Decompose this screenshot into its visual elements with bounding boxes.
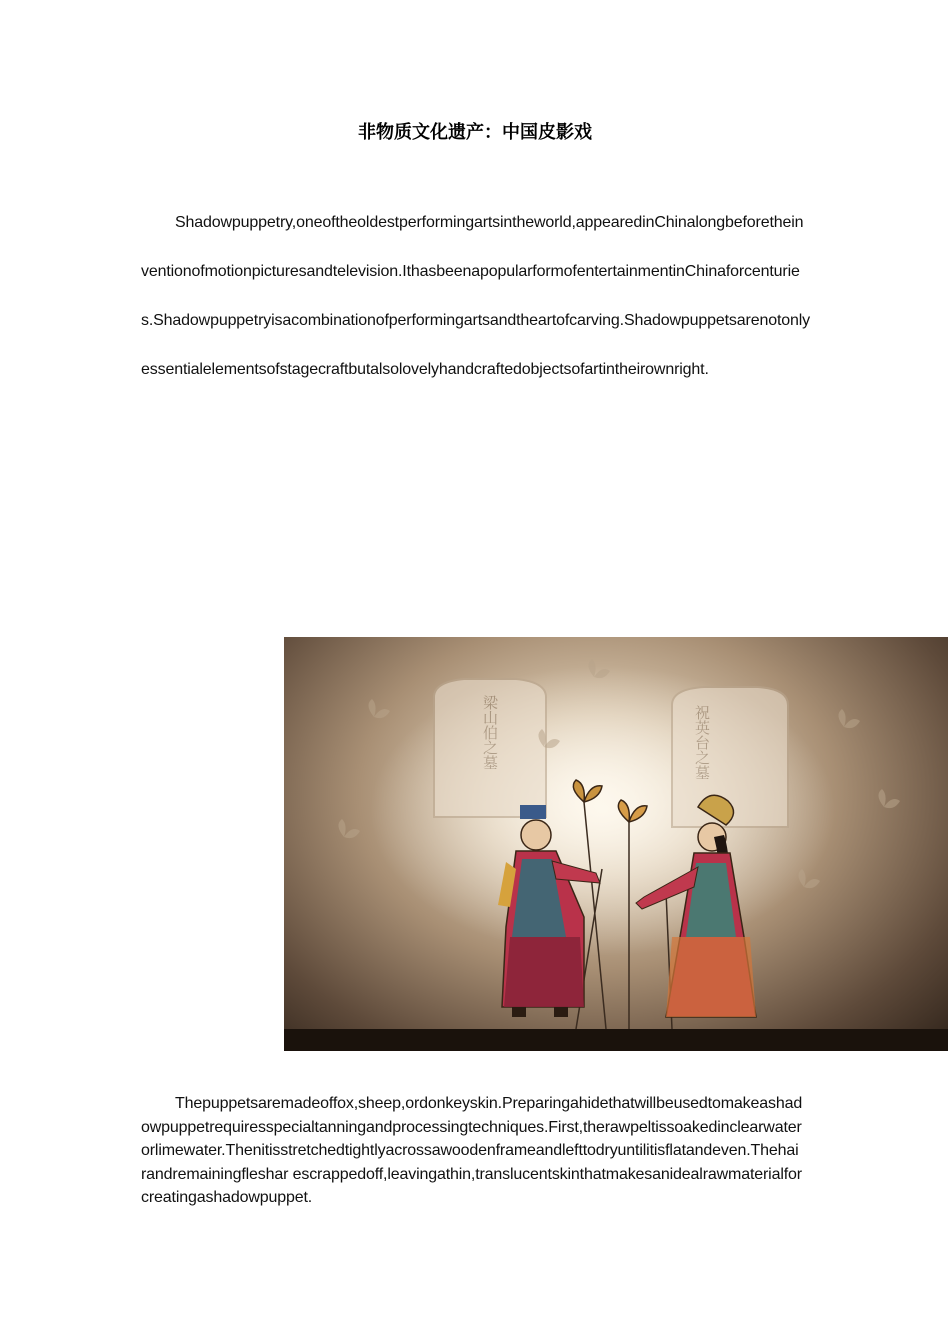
page-title: 非物质文化遗产：中国皮影戏 (358, 122, 592, 143)
materials-paragraph (141, 1092, 803, 1210)
left-tombstone (434, 679, 546, 817)
intro-paragraph-text: Shadowpuppetry,oneoftheoldestperformingartsintheworld,appearedinChinalongbeforetheinventionofmotionpicturesandtelevision.IthasbeenapopularformofentertainmentinChinaforcenturies.Shadowpuppetryisacombinationofperformingartsandtheartofcarving.Shadowpuppetsarenotonlyessentialelementsofstagecraftbutalsolovelyhandcraftedobjectsofartintheirownright. (141, 214, 811, 378)
intro-paragraph (141, 198, 811, 394)
lamp-glow (284, 637, 948, 1051)
left-tombstone-text: 梁山伯之墓 (481, 695, 499, 770)
shadow-puppet-photo (284, 637, 948, 1051)
stage-floor (284, 1029, 948, 1051)
right-tombstone-text: 祝英台之墓 (693, 705, 711, 780)
materials-paragraph-text: Thepuppetsaremadeoffox,sheep,ordonkeyskin.Preparingahidethatwillbeusedtomakeashadowpuppetrequiresspecialtanningandprocessingtechniques.First,therawpeltissoakedinclearwaterorlimewater.Thenitisstretchedtightlyacrossawoodenframeandlefttodryuntilitisflatandeven.Thehairandremainingfleshar escrappedoff,leavingathin,translucentskinthatmakesanidealrawmaterialforcreatingashadowpuppet. (141, 1095, 803, 1206)
shadow-puppet-scene (284, 637, 948, 1051)
